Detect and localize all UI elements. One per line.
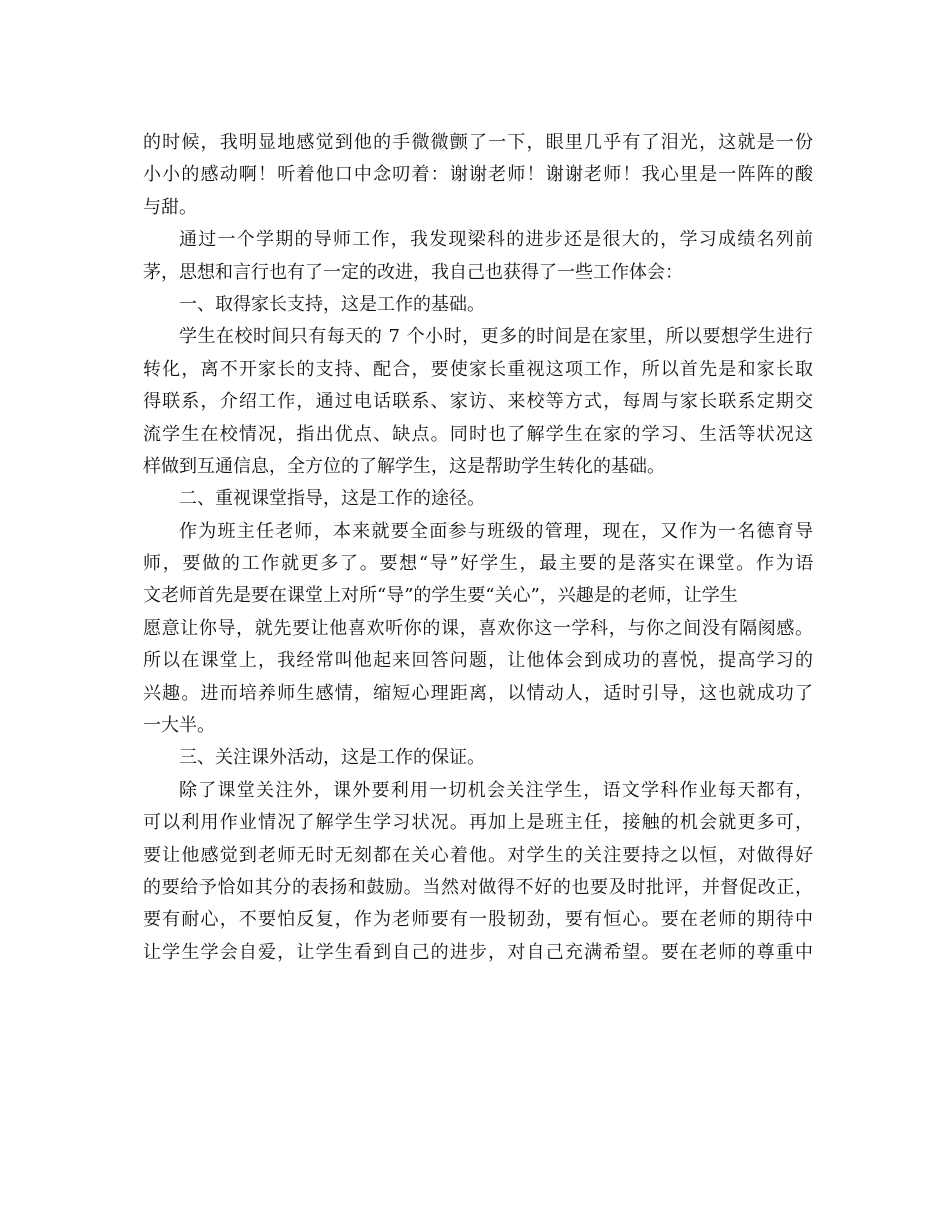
text-line: 可以利用作业情况了解学生学习状况。再加上是班主任，接触的机会就更多可， [143, 812, 815, 834]
text-line: 流学生在校情况，指出优点、缺点。同时也了解学生在家的学习、生活等状况这 [143, 423, 815, 445]
text-line: 小小的感动啊！听着他口中念叨着：谢谢老师！谢谢老师！我心里是一阵阵的酸 [143, 164, 815, 186]
text-line: 师，要做的工作就更多了。要想“导”好学生，最主要的是落实在课堂。作为语 [143, 553, 816, 575]
text-line: 作为班主任老师，本来就要全面参与班级的管理，现在，又作为一名德育导 [179, 520, 815, 542]
text-line: 与甜。 [143, 196, 197, 218]
text-line: 除了课堂关注外，课外要利用一切机会关注学生，语文学科作业每天都有， [179, 779, 815, 801]
text-line: 茅，思想和言行也有了一定的改进，我自己也获得了一些工作体会： [143, 261, 683, 283]
text-line: 一、取得家长支持，这是工作的基础。 [179, 293, 485, 315]
text-line: 的时候，我明显地感觉到他的手微微颤了一下，眼里几乎有了泪光，这就是一份 [143, 132, 815, 153]
text-line: 要让他感觉到老师无时无刻都在关心着他。对学生的关注要持之以恒，对做得好 [143, 844, 815, 866]
text-line: 所以在课堂上，我经常叫他起来回答问题，让他体会到成功的喜悦，提高学习的 [143, 650, 815, 672]
text-line: 要有耐心，不要怕反复，作为老师要有一股韧劲，要有恒心。要在老师的期待中 [143, 909, 815, 931]
text-line: 一大半。 [143, 715, 215, 737]
text-line: 的要给予恰如其分的表扬和鼓励。当然对做得不好的也要及时批评，并督促改正， [143, 876, 814, 898]
text-line: 兴趣。进而培养师生感情，缩短心理距离，以情动人，适时引导，这也就成功了 [143, 682, 815, 704]
text-line: 得联系，介绍工作，通过电话联系、家访、来校等方式，每周与家长联系定期交 [143, 391, 815, 413]
text-line: 转化，离不开家长的支持、配合，要使家长重视这项工作，所以首先是和家长取 [143, 358, 815, 380]
body-text [143, 127, 816, 969]
text-line: 让学生学会自爱，让学生看到自己的进步，对自己充满希望。要在老师的尊重中 [143, 941, 815, 963]
text-line: 三、关注课外活动，这是工作的保证。 [179, 747, 485, 769]
text-line: 愿意让你导，就先要让他喜欢听你的课，喜欢你这一学科，与你之间没有隔阂感。 [143, 617, 814, 639]
text-line: 二、重视课堂指导，这是工作的途径。 [179, 488, 485, 510]
text-line: 样做到互通信息，全方位的了解学生，这是帮助学生转化的基础。 [143, 455, 665, 477]
text-line: 学生在校时间只有每天的 7 个小时，更多的时间是在家里，所以要想学生进行 [179, 326, 814, 348]
text-line: 文老师首先是要在课堂上对所“导”的学生要“关心”，兴趣是的老师，让学生 [143, 585, 738, 607]
text-line: 通过一个学期的导师工作，我发现梁科的进步还是很大的，学习成绩名列前 [179, 229, 815, 251]
